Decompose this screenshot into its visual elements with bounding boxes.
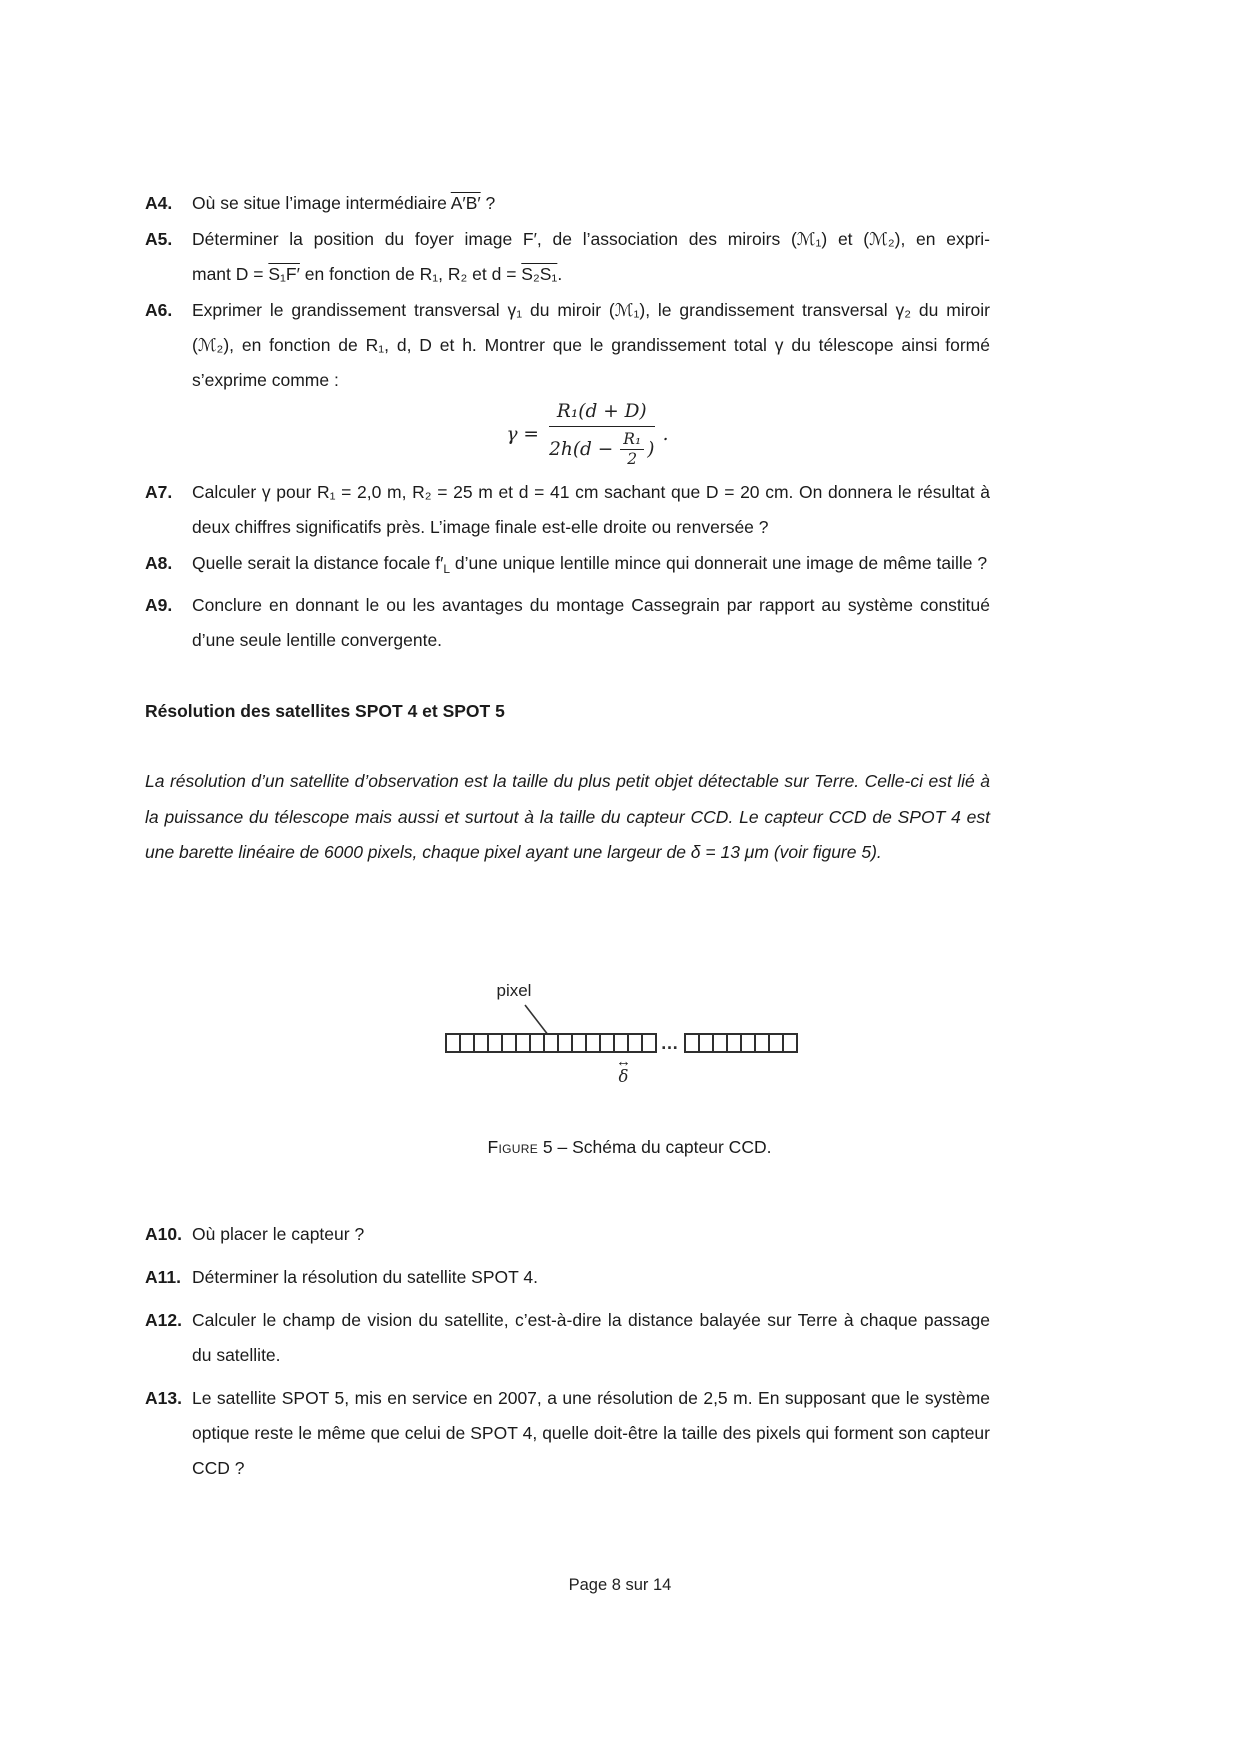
text-run: ): [647, 439, 655, 460]
text-run: Où se situe l’image intermédiaire: [192, 193, 451, 213]
nested-denominator: 2: [627, 450, 638, 468]
delta-annotation: [611, 1052, 637, 1086]
bottom-questions: [145, 1217, 990, 1486]
question-a10: [145, 1217, 990, 1252]
question-text-a10: Où placer le capteur ?: [192, 1223, 365, 1244]
question-a5-line2: [192, 257, 990, 292]
question-text-a7: Calculer γ pour R₁ = 2,0 m, R₂ = 25 m et d = 41 cm sachant que D = 20 cm. On donnera le résultat à deux chiffres significatifs près. L’image finale est-elle droite ou renversée ?: [192, 482, 990, 537]
page-footer: Page 8 sur 14: [568, 1576, 672, 1594]
formula-denominator: [549, 427, 654, 468]
text-run: d’une unique lentille mince qui donnerait une image de même taille ?: [450, 553, 988, 573]
figure-caption-word: Figure: [487, 1136, 539, 1157]
question-a5: [145, 222, 990, 292]
section-heading: Résolution des satellites SPOT 4 et SPOT 5: [145, 701, 505, 721]
ccd-figure: [445, 980, 815, 1091]
question-a12: [145, 1303, 990, 1373]
nested-fraction: [620, 431, 644, 468]
ccd-cell: [782, 1033, 798, 1053]
formula-fraction: [549, 401, 655, 468]
question-a9: [145, 588, 990, 658]
formula-numerator: R₁(d + D): [549, 401, 655, 427]
ccd-cells-left: [445, 1033, 657, 1053]
question-label-a9: A9.: [145, 595, 173, 615]
ccd-cells-right: [684, 1033, 798, 1053]
question-label-a5: A5.: [145, 229, 173, 249]
question-text-a8: [192, 553, 988, 576]
nested-numerator: R₁: [620, 431, 644, 450]
formula-lhs: γ =: [506, 424, 539, 445]
left-right-arrow-icon: ↔: [616, 1052, 631, 1070]
text-run: .: [557, 264, 563, 284]
question-a7: [145, 475, 990, 545]
question-text-a6: Exprimer le grandissement transversal γ₁ du miroir (ℳ₁), le grandissement transversal γ₂ du miroir (ℳ₂), en fonction de R₁, d, D et h. Montrer que le grandissement total γ du télescope ainsi formé s’exprime comme :: [192, 300, 990, 390]
focal-length-var: f′: [435, 553, 444, 573]
text-run: mant D =: [192, 264, 269, 284]
question-a13: [145, 1381, 990, 1486]
overline-math-s1f: S₁F′: [268, 264, 300, 284]
overline-math-s2s1: S₂S₁: [521, 264, 558, 284]
ccd-cell: [641, 1033, 657, 1053]
focal-length-subscript: L: [443, 562, 451, 576]
text-run: Quelle serait la distance focale: [192, 553, 436, 573]
question-a8: [145, 546, 990, 587]
question-text-a12: Calculer le champ de vision du satellite, c’est-à-dire la distance balayée sur Terre à chaque passage du satellite.: [192, 1309, 990, 1365]
question-text-a13: Le satellite SPOT 5, mis en service en 2007, a une résolution de 2,5 m. En supposant que le système optique reste le même que celui de SPOT 4, quelle doit-être la taille des pixels qui forment son capteur CCD ?: [192, 1387, 990, 1478]
grandissement-formula: [165, 401, 1010, 468]
question-text-a9: Conclure en donnant le ou les avantages du montage Cassegrain par rapport au système constitué d’une seule lentille convergente.: [192, 595, 990, 650]
question-text-a11: Déterminer la résolution du satellite SPOT 4.: [192, 1266, 538, 1287]
question-label-a11: A11.: [145, 1266, 181, 1287]
question-label-a8: A8.: [145, 553, 173, 573]
question-a6: [145, 293, 990, 398]
figure-caption: [207, 1135, 1052, 1159]
text-run: 2h(d −: [549, 439, 614, 460]
overline-math-ab: A′B′: [450, 193, 481, 213]
pixel-label: pixel: [496, 980, 532, 1000]
question-label-a13: A13.: [145, 1387, 182, 1408]
text-run: ?: [480, 193, 496, 213]
question-a4: [145, 186, 990, 221]
question-a11: [145, 1260, 990, 1295]
question-label-a6: A6.: [145, 300, 173, 320]
question-label-a10: A10.: [145, 1223, 182, 1244]
ccd-dots: …: [660, 1032, 680, 1053]
question-text-a4: [192, 193, 495, 213]
intro-paragraph: La résolution d’un satellite d’observation est la taille du plus petit objet détectable sur Terre. Celle-ci est lié à la puissance du télescope mais aussi et surtout à la taille du capteur CCD. Le capteur CCD de SPOT 4 est une barette linéaire de 6000 pixels, chaque pixel ayant une largeur de δ = 13 μm (voir figure 5).: [145, 771, 990, 862]
question-label-a7: A7.: [145, 482, 173, 502]
delta-label: δ: [618, 1066, 629, 1086]
text-run: en fonction de R₁, R₂ et d =: [299, 264, 522, 284]
question-label-a12: A12.: [145, 1309, 182, 1330]
formula-period: .: [662, 424, 669, 445]
ccd-bar: [445, 1033, 798, 1053]
figure-caption-rest: 5 – Schéma du capteur CCD.: [538, 1136, 772, 1157]
question-a5-line1: Déterminer la position du foyer image F′, de l’association des miroirs (ℳ₁) et (ℳ₂), en expri-: [192, 229, 990, 249]
question-label-a4: A4.: [145, 193, 173, 213]
